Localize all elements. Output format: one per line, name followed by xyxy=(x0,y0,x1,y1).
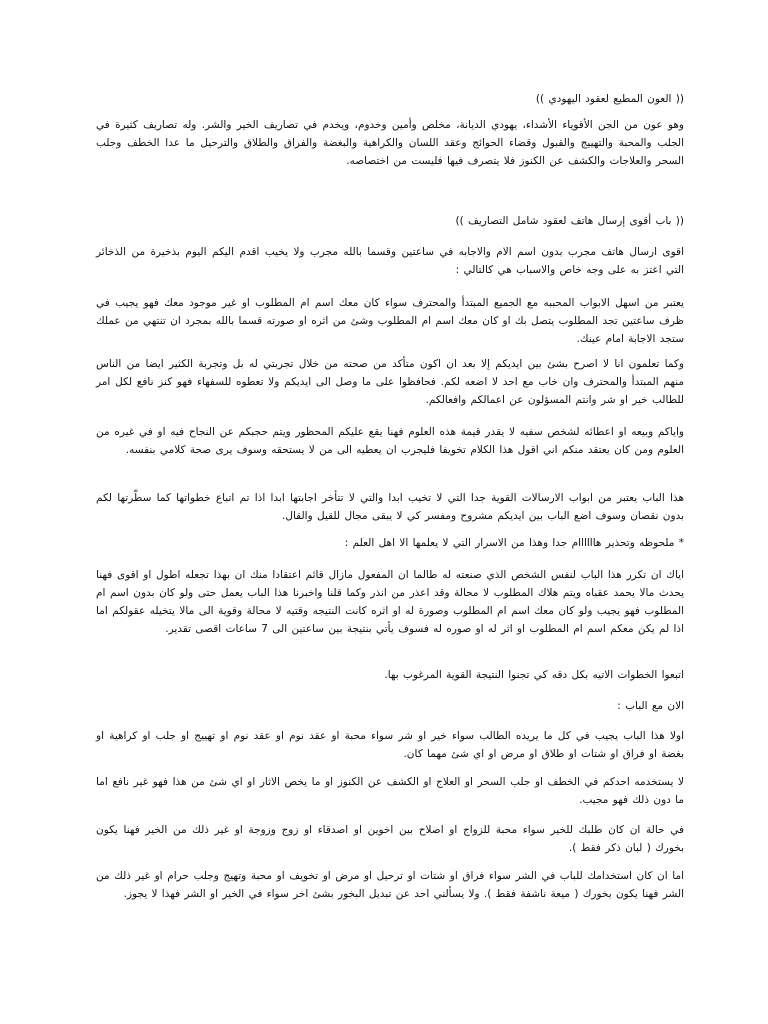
paragraph-11: في حالة ان كان طلبك للخير سواء محبة للزواج او اصلاح بين اخوين او اصدقاء او زوج وزوجة او غير ذلك من الخير فهنا يكون بخورك ( لبان ذكر فقط ). xyxy=(96,824,684,854)
paragraph-10: لا يستخدمه احدكم في الخطف او جلب السحر او العلاج او الكشف عن الكنوز او ما يخص الاثار او اي شئ من هذا فهو غير نافع اما ما دون ذلك فهو مجيب. xyxy=(96,776,684,806)
section-heading: (( باب أقوى إرسال هاتف لعقود شامل التصاريف )) xyxy=(455,215,684,227)
paragraph-9: اولا هذا الباب يجيب في كل ما يريده الطالب سواء خير او شر سواء محبة او عقد نوم او عقد نوم او تهييج او جلب او كراهية او بغضة او فراق او شتات او طلاق او مرض او اي شئ مهما كان. xyxy=(96,730,684,760)
paragraph-6: اياك ان تكرر هذا الباب لنفس الشخص الذي صنعته له طالما ان المفعول مازال قائم اعتقادا منك ان بهذا تجعله اطول او اقوى فهنا يحدث مالا يحمد عقباه ويتم هلاك المطلوب لا محالة وقد اعذر من انذر وكما قلنا واخبرنا هذا الباب يعمل حتى ولو كان بدون اسم ام المطلوب فهو يجيب ولو كان معك اسم ام المطلوب وصورة له او اثره كانت النتيجه وقتيه لا محالة وقوية الى مالا يتخيله عقولكم اما اذا لم يكن معكم اسم ام المطلوب او اثر له او صوره له فسوف يأتي بنتيجة بين ساعتين الى 7 ساعات اقصى تقدير. xyxy=(96,569,684,635)
paragraph-3: وكما تعلمون انا لا اصرح بشئ بين ايديكم إلا بعد ان اكون متأكد من صحته من خلال تجربتي له بل وتجربة الكثير ايضا من الناس منهم المبتدأ والمحترف وان خاب مع احد لا اضعه لكم. فحافظوا على ما وصل الى ايديكم ولا تعطوه للسفهاء فهو كنز نافع لكل امر للطالب خير او شر وانتم المسؤلون عن اعمالكم وافعالكم. xyxy=(96,358,684,406)
paragraph-7: اتبعوا الخطوات الاتيه بكل دقه كي تجنوا النتيجة القوية المرغوب بها. xyxy=(384,669,684,681)
intro-paragraph: وهو عون من الجن الأقوياء الأشداء، يهودي الديانة، مخلص وأمين وخدوم، ويخدم في تصاريف الخير والشر. وله تصاريف كثيرة في الجلب والمحبة والتهييج والقبول وقضاء الحوائج وعقد اللسان والكراهية والبغضة والفراق والطلاق والترحيل ما عدا الخطف وجلب السحر والعلاجات والكشف عن الكنوز فلا يتصرف فيها فليست من اختصاصه. xyxy=(96,119,684,167)
paragraph-1: اقوى ارسال هاتف مجرب بدون اسم الام والاجابه في ساعتين وقسما بالله مجرب ولا يخيب اقدم اليكم اليوم بذخيرة من الذخائر التي اعتز به على وجه خاص والاسباب هي كالتالي : xyxy=(96,246,684,276)
warning-heading: * ملحوظه وتحذير هاااااام جدا وهذا من الاسرار التي لا يعلمها الا اهل العلم : xyxy=(344,537,684,549)
document-title: (( العون المطيع لعقود اليهودي )) xyxy=(535,93,684,105)
paragraph-5: هذا الباب يعتبر من ابواب الارسالات القوية جدا التي لا تخيب ابدا والتي لا تتأخر اجابتها ابدا اذا تم اتباع خطواتها كما سطّرتها لكم بدون نقصان وسوف اضع الباب بين ايديكم مشروح ومفسر كي لا يبقى مجال للقيل والقال. xyxy=(96,492,684,522)
paragraph-8: الان مع الباب : xyxy=(617,700,684,712)
paragraph-2: يعتبر من اسهل الابواب المحببه مع الجميع المبتدأ والمحترف سواء كان معك اسم ام المطلوب او غير موجود معك فهو يجيب في ظرف ساعتين تجد المطلوب يتصل بك او كان معك اسم ام المطلوب وشئ من اثره او صورته قسما بالله بمجرد ان تنتهي من عملك ستجد الاجابة امام عينك. xyxy=(96,297,684,345)
paragraph-4: واياكم وبيعه او اعطائه لشخص سفيه لا يقدر قيمة هذه العلوم فهنا يقع عليكم المحظور ويتم حجبكم عن النجاح فيه او في غيره من العلوم ومن كان يعتقد منكم اني اقول هذا الكلام تخويفا فليجرب ان يعطيه الى من لا يستحقه وسوف يرى صحة كلامي بنفسه. xyxy=(96,426,684,456)
paragraph-12: اما ان كان استخدامك للباب في الشر سواء فراق او شتات او ترحيل او مرض او تخويف او محبة وتهيج وجلب حرام او غير ذلك من الشر فهنا يكون بخورك ( ميعة ناشفة فقط ). ولا يسألني احد عن تبديل البخور بشئ اخر سواء في الخير او الشر فهذا لا يجوز. xyxy=(96,870,684,900)
